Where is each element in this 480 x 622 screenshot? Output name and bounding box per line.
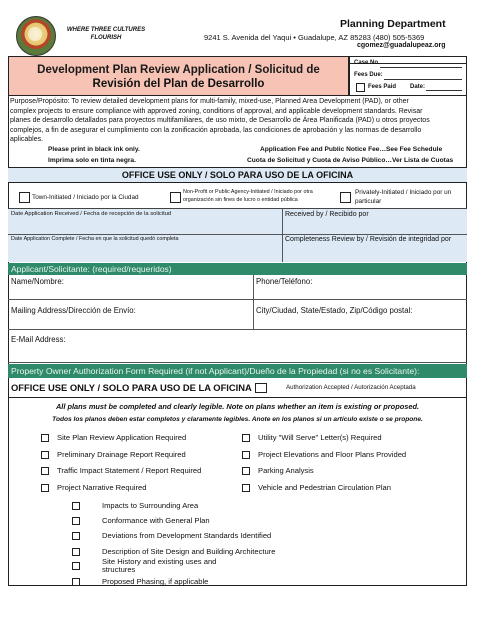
nonprofit-initiated-label-1: Non-Profit or Public Agency-Initiated / Iniciado por otra	[183, 189, 313, 195]
private-initiated-checkbox[interactable]	[340, 192, 351, 203]
date-received-label[interactable]: Date Application Received / Fecha de recepción de la solicitud	[11, 211, 172, 217]
requirement-item[interactable]	[41, 480, 201, 497]
case-no-label: Case No.	[354, 60, 380, 66]
received-by-label[interactable]: Received by / Recibido por	[285, 211, 369, 218]
mailing-address-field[interactable]: Mailing Address/Dirección de Envío:	[11, 306, 136, 315]
requirement-label: Vehicle and Pedestrian Circulation Plan	[258, 483, 391, 493]
grid-divider	[8, 234, 467, 235]
narrative-item[interactable]	[72, 498, 302, 513]
town-initiated-label: Town-Initiated / Iniciado por la Ciudad	[32, 194, 139, 201]
narrative-checkbox[interactable]	[72, 548, 80, 556]
requirement-label: Project Narrative Required	[57, 483, 147, 493]
guadalupe-seal-logo	[16, 16, 56, 56]
date-complete-label[interactable]: Date Application Complete / Fecha en que la solicitud quedó completa	[11, 236, 179, 242]
print-instruction-en: Please print in black ink only.	[48, 146, 140, 153]
requirement-checkbox[interactable]	[242, 451, 250, 459]
requirement-checkbox[interactable]	[41, 451, 49, 459]
narrative-checkbox[interactable]	[72, 517, 80, 525]
requirements-right-column	[242, 430, 406, 497]
narrative-item[interactable]	[72, 513, 302, 528]
fees-due-label: Fees Due:	[354, 72, 383, 78]
purpose-line: complex projects to ensure compliance with approved zoning, conditions of approval, and applicable development standards. Revisar	[10, 107, 423, 115]
department-email[interactable]: cgomez@guadalupeaz.org	[357, 42, 446, 49]
narrative-checkbox[interactable]	[72, 578, 80, 586]
narrative-checkbox[interactable]	[72, 562, 80, 570]
town-initiated-checkbox[interactable]	[19, 192, 30, 203]
form-title-line-2: Revisión del Plan de Desarrollo	[92, 78, 265, 90]
purpose-line: planes de desarrollo detallados para proyectos multifamiliares, de uso mixto, de Desarrollo de Área Planificada (PAD) u otros proyectos	[10, 117, 430, 125]
requirement-item[interactable]	[41, 430, 201, 447]
case-no-field[interactable]	[380, 67, 462, 68]
narrative-item[interactable]	[72, 559, 302, 574]
completeness-review-label[interactable]: Completeness Review by / Revisión de integridad por	[285, 236, 452, 243]
requirement-checkbox[interactable]	[41, 434, 49, 442]
section-divider	[8, 397, 467, 398]
applicant-section-header: Applicant/Solicitante: (required/requeridos)	[8, 263, 467, 275]
requirement-item[interactable]	[41, 447, 201, 464]
narrative-label: Proposed Phasing, if applicable	[102, 576, 209, 586]
office-use-header: OFFICE USE ONLY / SOLO PARA USO DE LA OFICINA	[8, 167, 467, 183]
private-initiated-label-1: Privately-Initiated / Iniciado por un	[355, 189, 452, 196]
requirements-left-column	[41, 430, 201, 497]
requirement-label: Preliminary Drainage Report Required	[57, 449, 186, 459]
requirement-label: Project Elevations and Floor Plans Provided	[258, 449, 407, 459]
narrative-item[interactable]	[72, 574, 302, 589]
narrative-label: Site History and existing uses and structures	[102, 557, 217, 575]
form-title-box	[8, 56, 349, 96]
authorization-checkbox[interactable]	[255, 383, 267, 393]
requirement-checkbox[interactable]	[41, 484, 49, 492]
requirement-label: Utility "Will Serve" Letter(s) Required	[258, 433, 382, 442]
grid-divider	[282, 208, 283, 262]
requirement-label: Traffic Impact Statement / Report Required	[57, 466, 202, 476]
fees-due-field[interactable]	[384, 79, 462, 80]
narrative-checkbox[interactable]	[72, 502, 80, 510]
office-use-label: OFFICE USE ONLY / SOLO PARA USO DE LA OFICINA	[11, 382, 252, 393]
narrative-items	[72, 498, 302, 589]
narrative-checkbox[interactable]	[72, 532, 80, 540]
private-initiated-label-2: particular	[355, 198, 382, 205]
requirement-checkbox[interactable]	[242, 484, 250, 492]
narrative-label: Description of Site Design and Building Architecture	[102, 546, 276, 556]
requirement-item[interactable]	[242, 447, 406, 464]
field-divider	[253, 275, 254, 329]
narrative-label: Conformance with General Plan	[102, 516, 210, 526]
department-name: Planning Department	[340, 18, 446, 30]
purpose-text	[10, 97, 465, 145]
fees-paid-label: Fees Paid	[368, 84, 397, 90]
nonprofit-initiated-checkbox[interactable]	[170, 192, 181, 203]
fee-note-en: Application Fee and Public Notice Fee…See Fee Schedule	[260, 146, 443, 153]
applicant-phone-field[interactable]: Phone/Teléfono:	[256, 277, 313, 286]
field-divider	[8, 362, 467, 363]
fees-paid-date-field[interactable]	[426, 90, 462, 91]
purpose-line: aplicables.	[10, 136, 44, 144]
requirement-checkbox[interactable]	[242, 434, 250, 442]
date-label: Date:	[410, 84, 426, 90]
requirement-item[interactable]	[242, 430, 406, 447]
form-title-line-1: Development Plan Review Application / Solicitud de	[37, 64, 320, 76]
requirement-checkbox[interactable]	[41, 467, 49, 475]
office-fee-box	[349, 56, 467, 96]
narrative-label: Impacts to Surrounding Area	[102, 501, 199, 510]
narrative-item[interactable]	[72, 528, 302, 543]
legibility-notice-en: All plans must be completed and clearly legible. Note on plans whether an item is existing or proposed.	[55, 402, 420, 411]
applicant-name-field[interactable]: Name/Nombre:	[11, 277, 64, 286]
legibility-notice-es: Todos los planos deben estar completos y claramente legibles. Anote en los planos si un artículo existe o se propone.	[52, 416, 423, 423]
city-state-zip-field[interactable]: City/Ciudad, State/Estado, Zip/Código postal:	[256, 306, 413, 315]
property-owner-header: Property Owner Authorization Form Required (if not Applicant)/Dueño de la Propiedad (si no es Solicitante):	[8, 364, 467, 378]
field-divider	[8, 299, 467, 300]
requirement-label: Parking Analysis	[258, 466, 314, 476]
authorization-accepted-label: Authorization Accepted / Autorización Aceptada	[286, 384, 416, 391]
requirement-checkbox[interactable]	[242, 467, 250, 475]
fees-paid-checkbox[interactable]	[356, 83, 365, 92]
email-address-field[interactable]: E-Mail Address:	[11, 335, 66, 344]
town-motto: WHERE THREE CULTURES FLOURISH	[66, 27, 146, 41]
department-address: 9241 S. Avenida del Yaqui • Guadalupe, AZ 85283 (480) 505-5369	[204, 33, 425, 42]
requirement-item[interactable]	[242, 480, 406, 497]
nonprofit-initiated-label-2: organización sin fines de lucro o entidad pública	[183, 197, 298, 203]
fee-note-es: Cuota de Solicitud y Cuota de Aviso Público…Ver Lista de Cuotas	[247, 157, 454, 164]
field-divider	[8, 329, 467, 330]
requirement-label: Site Plan Review Application Required	[57, 433, 187, 442]
requirement-item[interactable]	[41, 463, 201, 480]
purpose-line: Purpose/Propósito: To review detailed development plans for multi-family, mixed-use, Planned Area Development (PAD), or other	[10, 98, 409, 105]
purpose-line: complejos, a fin de asegurar el cumplimiento con la zonificación aprobada, las condiciones de aprobación y las normas de desarrollo	[10, 126, 422, 134]
requirement-item[interactable]	[242, 463, 406, 480]
narrative-label: Deviations from Development Standards Identified	[102, 531, 272, 541]
print-instruction-es: Imprima solo en tinta negra.	[48, 157, 136, 164]
